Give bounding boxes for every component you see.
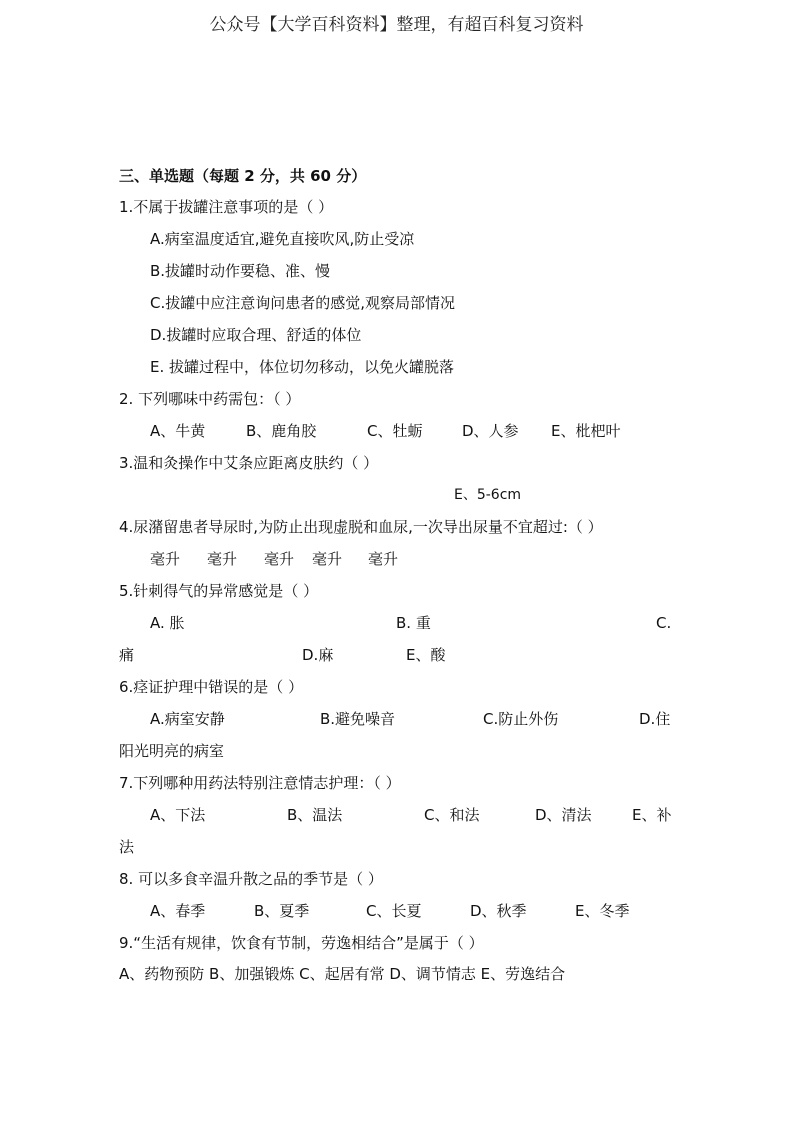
question-5-option-d: D.麻 [302,646,334,664]
question-8-option-c: C、长夏 [366,902,422,920]
page-header: 公众号【大学百科资料】整理，有超百科复习资料 [209,15,584,35]
question-4-option-2: 毫升 [207,550,238,568]
question-2-option-e: E、枇杷叶 [551,422,621,440]
question-8-option-a: A、春季 [150,902,206,920]
question-1-option-c: C.拔罐中应注意询问患者的感觉,观察局部情况 [150,294,456,312]
question-8-option-d: D、秋季 [470,902,527,920]
question-2-option-b: B、鹿角胶 [246,422,317,440]
question-4-option-1: 毫升 [150,550,181,568]
question-5-option-c: C. [656,614,672,632]
question-7-option-a: A、下法 [150,806,206,824]
question-7-option-e-continued: 法 [119,838,135,856]
question-5-option-c-continued: 痛 [119,646,135,664]
question-5-stem: 5.针刺得气的异常感觉是（ ） [119,582,319,600]
question-6-option-b: B.避免噪音 [320,710,396,728]
question-7-stem: 7.下列哪种用药法特别注意情志护理：（ ） [119,774,401,792]
question-4-option-3: 毫升 [264,550,295,568]
question-1-option-a: A.病室温度适宜,避免直接吹风,防止受凉 [150,230,415,248]
question-9-options: A、药物预防 B、加强锻炼 C、起居有常 D、调节情志 E、劳逸结合 [119,965,566,983]
question-2-stem: 2. 下列哪味中药需包：（ ） [119,390,301,408]
question-1-stem: 1.不属于拔罐注意事项的是（ ） [119,198,334,216]
question-6-option-d: D.住 [639,710,671,728]
question-3-option-e: E、5-6cm [454,487,522,503]
question-6-option-d-continued: 阳光明亮的病室 [119,742,225,760]
question-6-option-a: A.病室安静 [150,710,225,728]
question-7-option-c: C、和法 [424,806,480,824]
question-5-option-e: E、酸 [406,646,446,664]
question-7-option-d: D、清法 [535,806,592,824]
question-7-option-e: E、补 [632,806,672,824]
question-6-option-c: C.防止外伤 [483,710,559,728]
question-4-stem: 4.尿潴留患者导尿时,为防止出现虚脱和血尿,一次导出尿量不宜超过:（ ） [119,518,603,536]
question-8-option-b: B、夏季 [254,902,310,920]
question-1-option-d: D.拔罐时应取合理、舒适的体位 [150,326,362,344]
question-8-stem: 8. 可以多食辛温升散之品的季节是（ ） [119,870,383,888]
section-title: 三、单选题（每题 2 分，共 60 分） [119,167,367,185]
question-5-option-a: A. 胀 [150,614,185,632]
question-9-stem: 9.“生活有规律，饮食有节制，劳逸相结合”是属于（ ） [119,934,484,952]
question-6-stem: 6.痉证护理中错误的是（ ） [119,678,304,696]
question-4-option-4: 毫升 [312,550,343,568]
question-3-stem: 3.温和灸操作中艾条应距离皮肤约（ ） [119,454,379,472]
question-2-option-d: D、人参 [462,422,519,440]
question-1-option-b: B.拔罐时动作要稳、准、慢 [150,262,331,280]
question-4-option-5: 毫升 [368,550,399,568]
question-2-option-c: C、牡蛎 [367,422,423,440]
question-7-option-b: B、温法 [287,806,343,824]
question-8-option-e: E、冬季 [575,902,630,920]
question-1-option-e: E. 拔罐过程中，体位切勿移动，以免火罐脱落 [150,358,455,376]
question-5-option-b: B. 重 [396,614,431,632]
question-2-option-a: A、牛黄 [150,422,206,440]
